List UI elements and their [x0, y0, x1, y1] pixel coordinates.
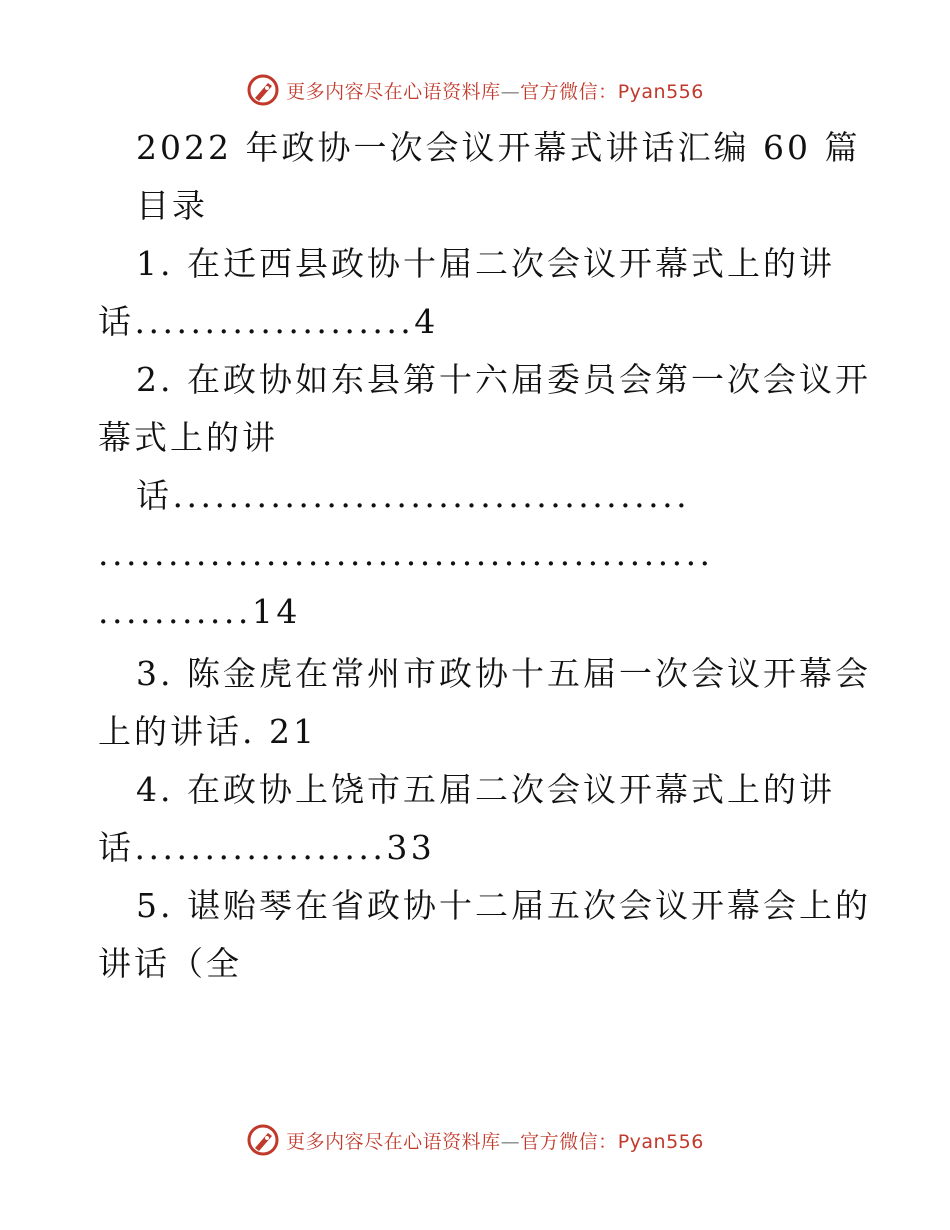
- toc-entry-3-line2[interactable]: 上的讲话. 21: [98, 712, 317, 751]
- watermark-wechat-label: 官方微信：: [520, 80, 618, 103]
- watermark-dash: —: [500, 1130, 521, 1153]
- watermark-text: 更多内容尽在心语资料库: [286, 80, 501, 103]
- toc-entry-3-line1[interactable]: 3. 陈金虎在常州市政协十五届一次会议开幕会: [136, 654, 871, 693]
- toc-entry-2-line1[interactable]: 2. 在政协如东县第十六届委员会第一次会议开: [136, 360, 871, 399]
- toc-entry-2-line2[interactable]: 幕式上的讲: [98, 418, 278, 457]
- toc-entry-5-line1[interactable]: 5. 谌贻琴在省政协十二届五次会议开幕会上的: [136, 886, 871, 925]
- toc-entry-2-line3[interactable]: 话.....................................: [136, 476, 691, 515]
- toc-entry-4-line2[interactable]: 话..................33: [98, 828, 436, 867]
- watermark-banner-top: [0, 72, 950, 108]
- toc-entry-1-line2[interactable]: 话....................4: [98, 302, 439, 341]
- watermark-wechat-label: 官方微信：: [520, 1130, 618, 1153]
- watermark-text: 更多内容尽在心语资料库: [286, 1130, 501, 1153]
- watermark-wechat-id: Pyan556: [617, 1130, 704, 1153]
- toc-entry-4-line1[interactable]: 4. 在政协上饶市五届二次会议开幕式上的讲: [136, 770, 835, 809]
- watermark-dash: —: [500, 80, 521, 103]
- watermark-banner-bottom: [0, 1122, 950, 1158]
- toc-heading: 目录: [136, 186, 208, 225]
- pen-logo-icon: [246, 1123, 280, 1157]
- pen-logo-icon: [246, 73, 280, 107]
- watermark-wechat-id: Pyan556: [617, 80, 704, 103]
- toc-entry-5-line2[interactable]: 讲话（全: [98, 944, 242, 983]
- toc-entry-2-line5[interactable]: ...........14: [98, 592, 301, 631]
- document-title: 2022 年政协一次会议开幕式讲话汇编 60 篇: [136, 128, 861, 167]
- toc-entry-2-line4[interactable]: ............................................: [98, 534, 714, 573]
- toc-entry-1-line1[interactable]: 1. 在迁西县政协十届二次会议开幕式上的讲: [136, 244, 835, 283]
